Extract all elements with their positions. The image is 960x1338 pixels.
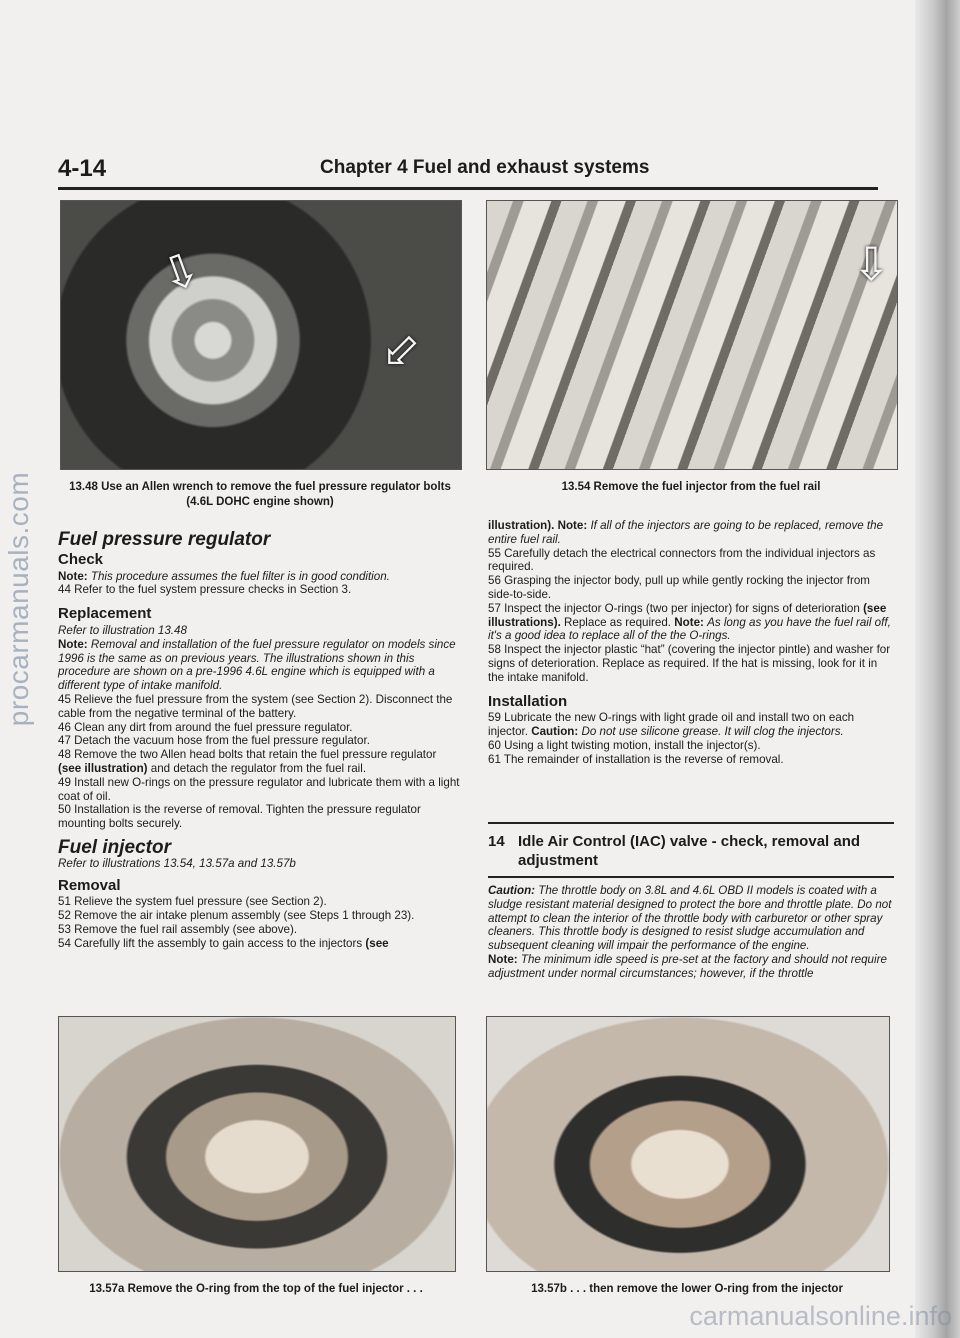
- replacement-note: Note: Removal and installation of the fuel pressure regulator on models since 1996 is the same as on previous years. The illustrations shown in this procedure are shown on a pre-1996 4.6L engine which is equipped with a different type of intake manifold.: [58, 637, 456, 693]
- caption-13-57b: 13.57b . . . then remove the lower O-ring from the injector: [531, 1283, 843, 1295]
- left-column: [58, 529, 462, 951]
- heading-fuel-injector: Fuel injector: [58, 836, 171, 858]
- refer-13-48: Refer to illustration 13.48: [58, 623, 187, 637]
- step-59: 59 Lubricate the new O-rings with light grade oil and install two on each injector. Caution: Do not use silicone grease. It will clog the injectors.: [488, 711, 855, 739]
- caption-13-54: 13.54 Remove the fuel injector from the fuel rail: [561, 481, 821, 493]
- step-47: 47 Detach the vacuum hose from the fuel pressure regulator.: [58, 734, 370, 748]
- watermark-left: procarmanuals.com: [3, 471, 34, 727]
- photo-fuel-pressure-regulator: [60, 200, 462, 470]
- heading-installation: Installation: [488, 692, 568, 710]
- step-54: 54 Carefully lift the assembly to gain access to the injectors (see: [58, 936, 389, 950]
- arrow-down-icon: ⇩: [852, 238, 891, 290]
- section-14-title: Idle Air Control (IAC) valve - check, removal and adjustment: [518, 833, 861, 869]
- step-48: 48 Remove the two Allen head bolts that retain the fuel pressure regulator (see illustration) and detach the regulator from the fuel rail.: [58, 748, 437, 775]
- note-idle-speed: Note: The minimum idle speed is pre-set at the factory and should not require adjustment under normal circumstances; however, if the throttle: [488, 952, 887, 980]
- page-number: 4-14: [58, 155, 107, 182]
- photo-injector-top-oring: [58, 1016, 456, 1272]
- step-58: 58 Inspect the injector plastic “hat” (covering the injector pintle) and washer for signs of deterioration. Replace as required. If the hat is missing, look for it in the intake manifold.: [488, 643, 891, 684]
- refer-fuel-injector: Refer to illustrations 13.54, 13.57a and 13.57b: [58, 856, 296, 870]
- section-14-text: [488, 884, 894, 981]
- step-51: 51 Relieve the system fuel pressure (see Section 2).: [58, 895, 327, 909]
- step-60: 60 Using a light twisting motion, install the injector(s).: [488, 738, 761, 752]
- step-53: 53 Remove the fuel rail assembly (see above).: [58, 922, 298, 936]
- arrow-down-icon: ⇩: [153, 240, 208, 304]
- right-column: [488, 519, 894, 767]
- heading-fuel-pressure-regulator: Fuel pressure regulator: [58, 529, 271, 550]
- watermark-bottom: carmanualsonline.info: [689, 1301, 952, 1331]
- check-note: Note: This procedure assumes the fuel filter is in good condition.: [58, 569, 390, 583]
- step-46: 46 Clean any dirt from around the fuel pressure regulator.: [58, 720, 353, 734]
- caption-13-57a: 13.57a Remove the O-ring from the top of the fuel injector . . .: [89, 1283, 423, 1295]
- page-header: [58, 155, 878, 190]
- heading-replacement: Replacement: [58, 605, 152, 623]
- arrow-down-left-icon: ⇩: [368, 319, 433, 385]
- step-61: 61 The remainder of installation is the reverse of removal.: [488, 752, 784, 766]
- heading-check: Check: [58, 550, 104, 568]
- heading-removal: Removal: [58, 876, 121, 894]
- step-50: 50 Installation is the reverse of removal. Tighten the pressure regulator mounting bolts securely.: [58, 803, 421, 831]
- step-56: 56 Grasping the injector body, pull up while gently rocking the injector from side-to-side.: [488, 574, 870, 601]
- step-52: 52 Remove the air intake plenum assembly (see Steps 1 through 23).: [58, 909, 415, 923]
- caption-13-48: 13.48 Use an Allen wrench to remove the fuel pressure regulator bolts (4.6L DOHC engine shown): [69, 481, 451, 508]
- step-45: 45 Relieve the fuel pressure from the system (see Section 2). Disconnect the cable from the negative terminal of the battery.: [58, 692, 453, 720]
- step-57: 57 Inspect the injector O-rings (two per injector) for signs of deterioration (see illustrations). Replace as required. Note: As long as you have the fuel rail off, it's a good idea to replace all of the the O-rings.: [488, 601, 891, 643]
- chapter-title: Chapter 4 Fuel and exhaust systems: [320, 157, 650, 178]
- photo-fuel-rail-injector: [486, 200, 898, 470]
- step-44: 44 Refer to the fuel system pressure checks in Section 3.: [58, 583, 352, 597]
- section-rule-bottom: [488, 876, 894, 878]
- continued-illustration: illustration). Note: If all of the injectors are going to be replaced, remove the entire fuel rail.: [488, 519, 884, 546]
- step-55: 55 Carefully detach the electrical connectors from the individual injectors as required.: [488, 546, 876, 574]
- caution-throttle-body: Caution: The throttle body on 3.8L and 4.6L OBD II models is coated with a sludge resistant material designed to protect the bore and throttle plate. Do not attempt to clean the interior of the throttle body with carburetor or other spray cleaners. This throttle body is designed to resist sludge accumulation and subsequent cleaning will impair the performance of the engine.: [488, 884, 892, 953]
- step-49: 49 Install new O-rings on the pressure regulator and lubricate them with a light coat of oil.: [58, 775, 460, 803]
- section-rule-top: [488, 822, 894, 824]
- photo-injector-lower-oring: [486, 1016, 890, 1272]
- binding-gutter: [915, 0, 960, 1338]
- section-14-number: 14: [488, 833, 505, 850]
